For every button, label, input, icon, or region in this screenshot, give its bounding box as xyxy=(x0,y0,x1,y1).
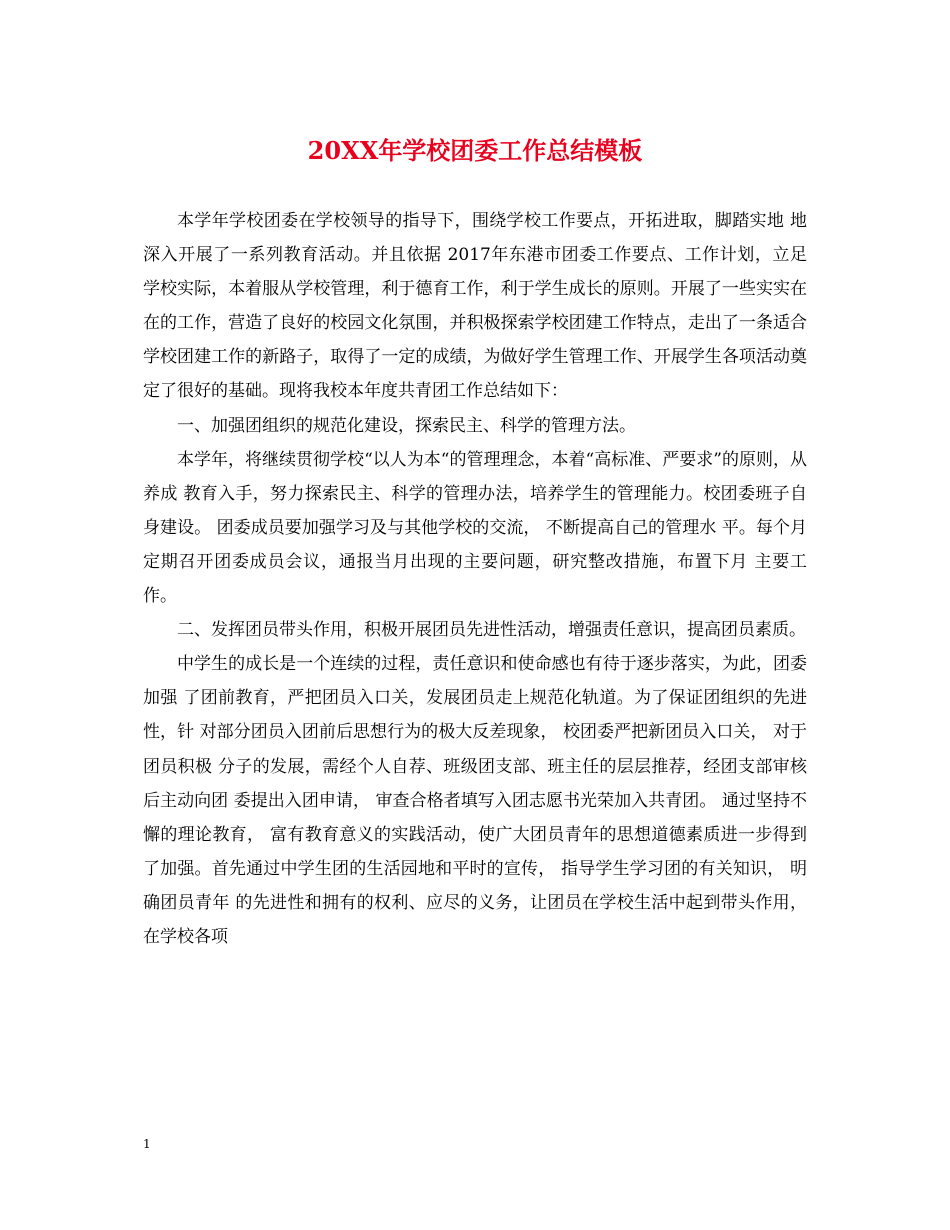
document-body xyxy=(143,204,807,954)
paragraph-section-1: 本学年，将继续贯彻学校“以人为本“的管理理念，本着“高标准、严要求”的原则，从养成 教育入手，努力探索民主、科学的管理办法，培养学生的管理能力。校团委班子自身建设。 团委成员要加强学习及与其他学校的交流， 不断提高自己的管理水 平。每个月定期召开团委成员会议，通报当月出现的主要问题，研究整改措施，布置下月 主要工作。 xyxy=(143,449,807,607)
section-heading-1: 一、加强团组织的规范化建设，探索民主、科学的管理方法。 xyxy=(177,415,636,436)
section-heading-2: 二、发挥团员带头作用，积极开展团员先进性活动，增强责任意识，提高团员素质。 xyxy=(177,620,806,641)
paragraph-intro: 本学年学校团委在学校领导的指导下，围绕学校工作要点，开拓进取，脚踏实地 地深入开展了一系列教育活动。并且依据 2017年东港市团委工作要点、工作计划，立足 学校实际，本着服从学校管理，利于德育工作，利于学生成长的原则。开展了一些实实在 在的工作，营造了良好的校园文化氛围，并积极探索学校团建工作特点，走出了一条适合 学校团建工作的新路子，取得了一定的成绩，为做好学生管理工作、开展学生各项活动奠 定了很好的基础。现将我校本年度共青团工作总结如下： xyxy=(143,211,807,402)
document-title: 20XX年学校团委工作总结模板 xyxy=(307,136,643,165)
page-number: 1 xyxy=(143,1137,151,1151)
paragraph-section-2: 中学生的成长是一个连续的过程，责任意识和使命感也有待于逐步落实，为此，团委加强 了团前教育，严把团员入口关，发展团员走上规范化轨道。为了保证团组织的先进性，针 对部分团员入团前后思想行为的极大反差现象， 校团委严把新团员入口关， 对于团员积极 分子的发展，需经个人自荐、班级团支部、班主任的层层推荐，经团支部审核后主动向团 委提出入团申请， 审查合格者填写入团志愿书光荣加入共青团。 通过坚持不懈的理论教育， 富有教育意义的实践活动，使广大团员青年的思想道德素质进一步得到了加强。首先通过中学生团的生活园地和平时的宣传， 指导学生学习团的有关知识， 明确团员青年 的先进性和拥有的权利、应尽的义务，让团员在学校生活中起到带头作用，在学校各项 xyxy=(143,654,807,947)
